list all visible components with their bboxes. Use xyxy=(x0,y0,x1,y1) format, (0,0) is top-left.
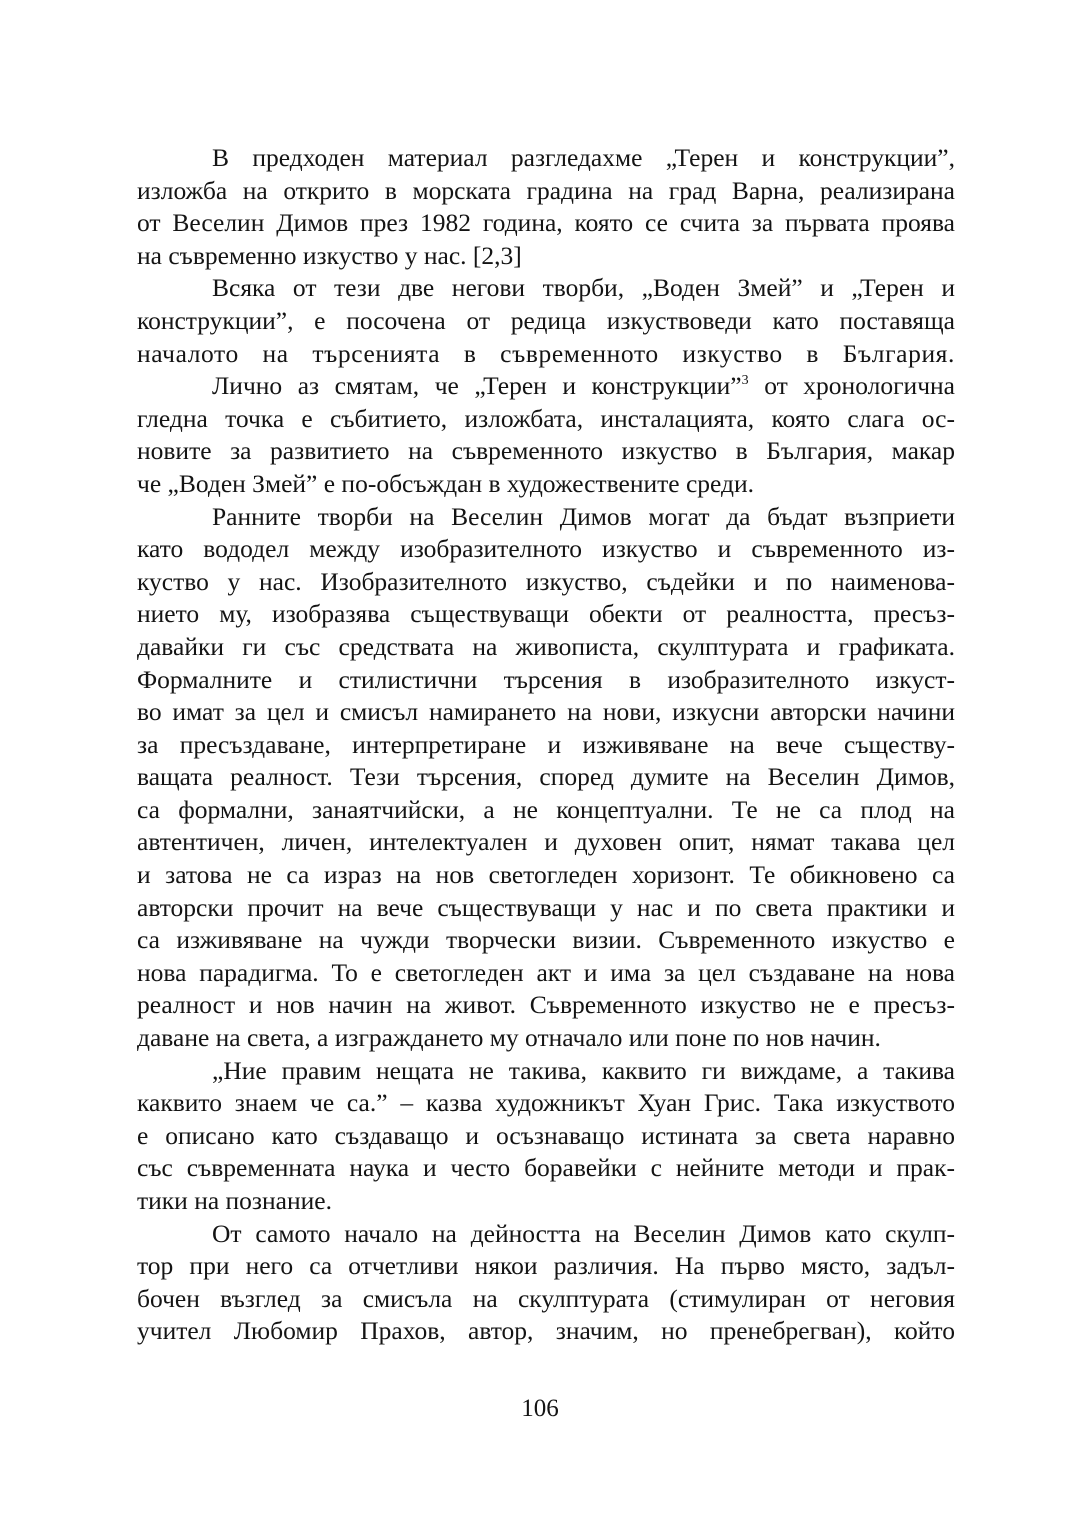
text-line: даване на света, а изграждането му отначало или поне по нов начин. xyxy=(137,1023,881,1053)
text-line: са изживяване на чужди творчески визии. Съвременното изкуство е xyxy=(137,925,955,955)
text-line: Формалните и стилистични търсения в изобразителното изкуст- xyxy=(137,664,955,694)
text-line: учител Любомир Прахов, автор, значим, но пренебрегван), който xyxy=(137,1316,955,1346)
text-line: тор при него са отчетливи някои различия. На първо място, задъл- xyxy=(137,1251,955,1281)
text-line: автентичен, личен, интелектуален и духовен опит, нямат такава цел xyxy=(137,827,955,857)
text-line: „Ние правим нещата не такива, каквито ги виждаме, а такива xyxy=(212,1055,955,1085)
text-line: че „Воден Змей” е по-обсъждан в художествените среди. xyxy=(137,468,754,498)
text-segment: Лично аз смятам, че „Терен и конструкции” xyxy=(212,371,742,401)
text-line: новите за развитието на съвременното изкуство в България, макар xyxy=(137,436,955,466)
text-line: В предходен материал разгледахме „Терен и конструкции”, xyxy=(212,143,955,172)
text-line: конструкции”, е посочена от редица изкуствоведи като поставяща xyxy=(137,305,955,335)
text-line: със съвременната наука и често боравейки с нейните методи и прак- xyxy=(137,1153,955,1183)
footnote-reference[interactable]: 3 xyxy=(741,373,749,389)
text-line: е описано като създаващо и осъзнаващо истината за света наравно xyxy=(137,1120,955,1150)
text-line: нието му, изобразява съществуващи обекти от реалността, пресъз- xyxy=(137,599,955,629)
text-line: давайки ги със средствата на живописта, скулптурата и графиката. xyxy=(137,631,955,661)
text-segment: от хронологична xyxy=(748,371,955,401)
text-line: Ранните творби на Веселин Димов могат да бъдат възприети xyxy=(212,501,955,531)
text-line: бочен възглед за смисъла на скулптурата (стимулиран от неговия xyxy=(137,1283,955,1313)
page-number: 106 xyxy=(521,1395,559,1422)
body-text xyxy=(137,142,955,1348)
text-line: реалност и нов начин на живот. Съвременното изкуство не е пресъз- xyxy=(137,990,955,1020)
text-line: за пресъздаване, интерпретиране и изживяване на вече съществу- xyxy=(137,729,955,759)
text-line: авторски прочит на вече съществуващи у нас и по света практики и xyxy=(137,892,955,922)
text-line: тики на познание. xyxy=(137,1186,332,1215)
paragraph xyxy=(137,142,955,272)
paragraph xyxy=(137,370,955,500)
text-line: нова парадигма. То е светогледен акт и има за цел създаване на нова xyxy=(137,957,955,987)
text-line: на съвременно изкуство у нас. [2,3] xyxy=(137,240,522,270)
text-line: ващата реалност. Тези търсения, според думите на Веселин Димов, xyxy=(137,762,955,792)
paragraph xyxy=(137,1055,955,1218)
text-line: гледна точка е събитието, изложбата, инсталацията, която слага ос- xyxy=(137,403,955,433)
paragraph xyxy=(137,501,955,1055)
text-line: куство у нас. Изобразителното изкуство, съдейки и по наименова- xyxy=(137,566,955,596)
paragraph xyxy=(137,1218,955,1348)
text-line: като вододел между изобразителното изкуство и съвременното из- xyxy=(137,534,955,564)
text-line: началото на търсенията в съвременното изкуство в България. xyxy=(137,338,955,368)
text-line: изложба на открито в морската градина на град Варна, реализирана xyxy=(137,175,955,205)
paragraph xyxy=(137,272,955,370)
text-line: каквито знаем че са.” – казва художникът Хуан Грис. Така изкуството xyxy=(137,1088,955,1118)
text-line: во имат за цел и смисъл намирането на нови, изкусни авторски начини xyxy=(137,697,955,727)
text-line: са формални, занаятчийски, а не концептуални. Те не са плод на xyxy=(137,794,955,824)
text-line: и затова не са израз на нов светогледен хоризонт. Те обикновено са xyxy=(137,860,955,890)
text-line xyxy=(137,370,955,403)
text-line: от Веселин Димов през 1982 година, която се счита за първата проява xyxy=(137,208,955,238)
text-line: Всяка от тези две негови творби, „Воден Змей” и „Терен и xyxy=(212,273,955,303)
text-line: От самото начало на дейността на Веселин Димов като скулп- xyxy=(212,1218,955,1248)
